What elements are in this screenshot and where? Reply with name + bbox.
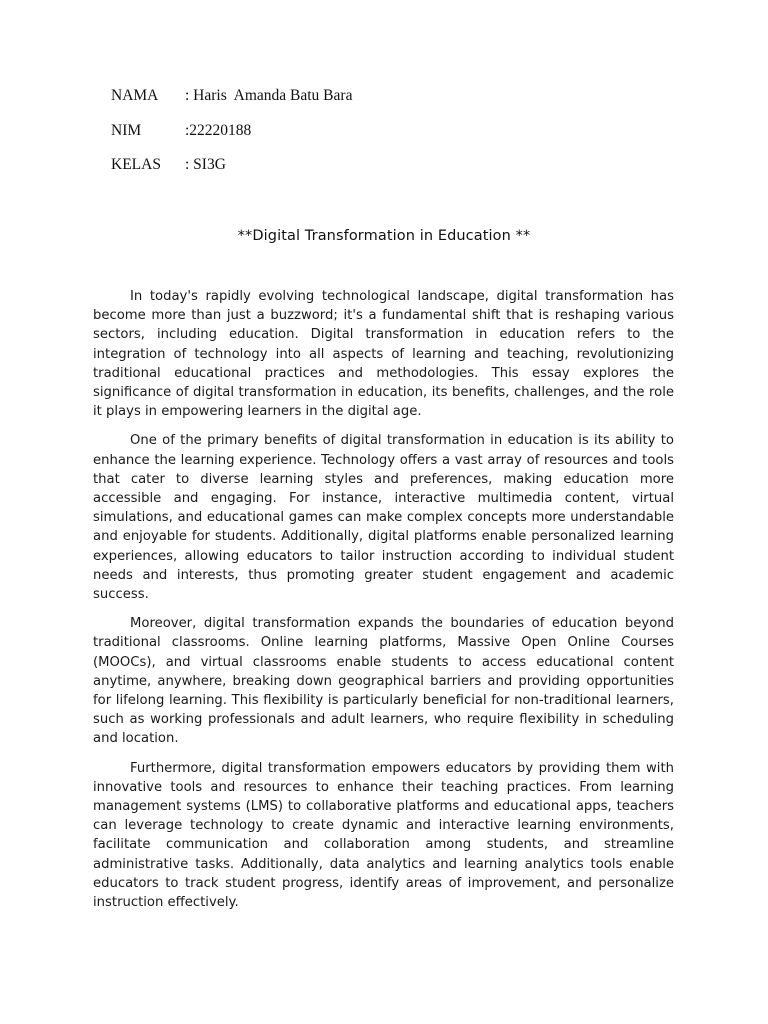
body-paragraph: In today's rapidly evolving technological landscape, digital transformation has become more than just a buzzword; it's a fundamental shift that is reshaping various sectors, including education. Digital transformation in education refers to the integration of technology into all aspects of learning and teaching, revolutionizing traditional educational practices and methodologies. This essay explores the significance of digital transformation in education, its benefits, challenges, and the role it plays in empowering learners in the digital age. — [93, 289, 674, 420]
identity-value: : SI3G — [185, 156, 226, 173]
identity-label: KELAS — [111, 156, 161, 173]
body-paragraph: Moreover, digital transformation expands the boundaries of education beyond traditional classrooms. Online learning platforms, Massive Open Online Courses (MOOCs), and virtual classrooms enable students to access educational content anytime, anywhere, breaking down geographical barriers and providing opportunities for lifelong learning. This flexibility is particularly beneficial for non-traditional learners, such as working professionals and adult learners, who require flexibility in scheduling and location. — [93, 616, 674, 747]
document-title: **Digital Transformation in Education ** — [237, 228, 531, 244]
body-paragraph: One of the primary benefits of digital transformation in education is its ability to enhance the learning experience. Technology offers a vast array of resources and tools that cater to diverse learning styles and preferences, making education more accessible and engaging. For instance, interactive multimedia content, virtual simulations, and educational games can make complex concepts more understandable and enjoyable for students. Additionally, digital platforms enable personalized learning experiences, allowing educators to tailor instruction according to individual student needs and interests, thus promoting greater student engagement and academic success. — [93, 433, 674, 603]
identity-value: : Haris Amanda Batu Bara — [185, 87, 353, 104]
body-paragraph: Furthermore, digital transformation empowers educators by providing them with innovative tools and resources to enhance their teaching practices. From learning management systems (LMS) to collaborative platforms and educational apps, teachers can leverage technology to create dynamic and interactive learning environments, facilitate communication and collaboration among students, and streamline administrative tasks. Additionally, data analytics and learning analytics tools enable educators to track student progress, identify areas of improvement, and personalize instruction effectively. — [93, 760, 674, 911]
identity-label: NIM — [111, 121, 142, 139]
identity-value: :22220188 — [185, 121, 252, 139]
document-body — [93, 287, 674, 922]
identity-label: NAMA — [111, 87, 159, 104]
